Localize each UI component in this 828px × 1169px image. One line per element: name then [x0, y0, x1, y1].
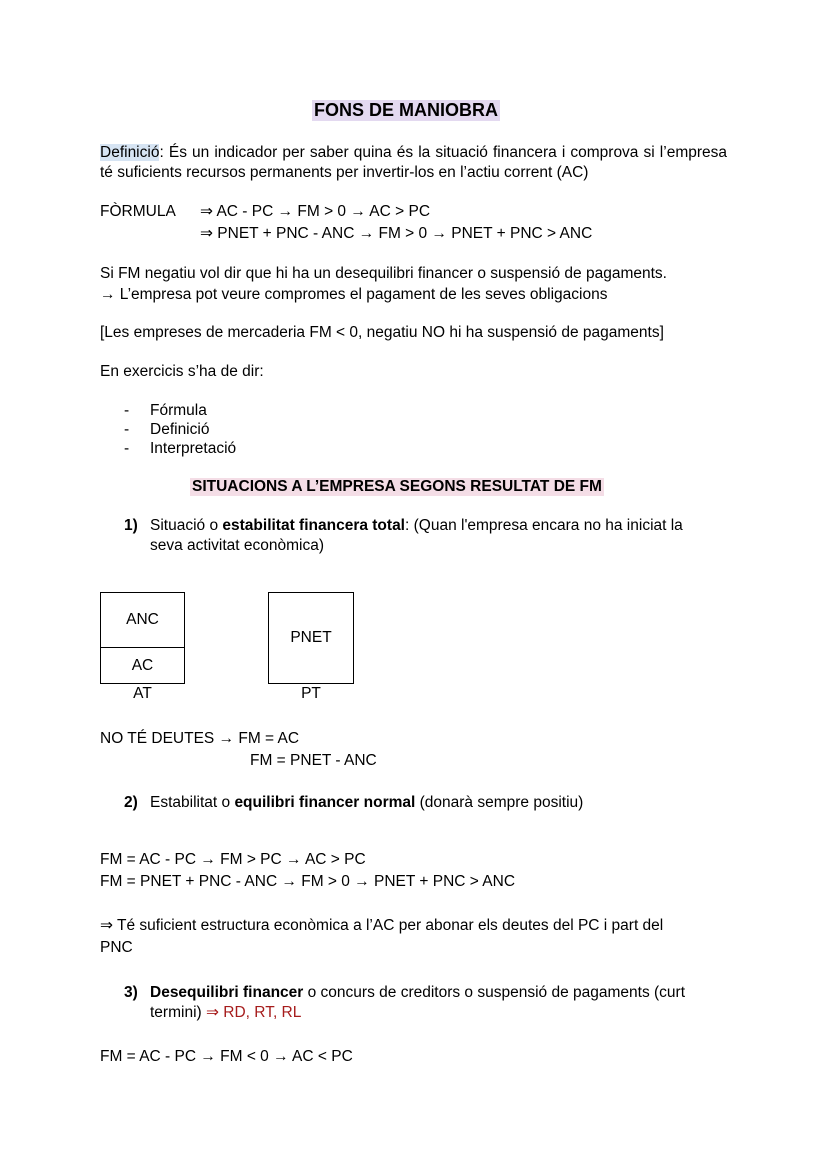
at-label: AT [133, 685, 152, 702]
situations-title: SITUACIONS A L’EMPRESA SEGONS RESULTAT DE FM [192, 478, 602, 495]
definition-text: : És un indicador per saber quina és la situació financera i comprova si l’empresa té suficients recursos permanents per invertir-los en l’actiu corrent (AC) [100, 144, 727, 181]
situation-3-number: 3) [124, 984, 138, 1001]
situation-1-line-2: seva activitat econòmica) [150, 537, 325, 554]
definition-label: Definició [100, 144, 160, 161]
pnet-cell: PNET [290, 629, 332, 646]
list-item-definition: Definició [150, 421, 210, 438]
formulas-2-line-2: FM = PNET + PNC - ANC → FM > 0 → PNET + PNC > ANC [100, 873, 516, 890]
situation-2-pre: Estabilitat o [150, 794, 235, 811]
situation-1-post: : (Quan l'empresa encara no ha iniciat la [405, 517, 683, 534]
situation-2-line [150, 793, 583, 813]
situation-3-line-2-pre: termini) [150, 1004, 206, 1021]
anc-cell: ANC [126, 610, 159, 628]
formula-label: FÒRMULA [100, 203, 176, 220]
ac-cell: AC [131, 657, 154, 674]
situation-3-bold: Desequilibri financer [150, 984, 304, 1001]
list-bullet: - [124, 440, 130, 457]
definition-paragraph [100, 143, 727, 183]
formula-line-2: ⇒ PNET + PNC - ANC → FM > 0 → PNET + PNC > ANC [200, 225, 593, 242]
situation-2-number: 2) [124, 794, 138, 811]
situation-2-post: (donarà sempre positiu) [415, 794, 584, 811]
pt-label: PT [301, 685, 321, 702]
situation-1-pre: Situació o [150, 517, 223, 534]
situation-1-number: 1) [124, 517, 138, 534]
list-item-interpretation: Interpretació [150, 440, 237, 457]
sufficient-line-2: PNC [100, 939, 133, 956]
situation-3-line-1 [150, 983, 685, 1003]
list-item-formula: Fórmula [150, 402, 207, 419]
formula-3: FM = AC - PC → FM < 0 → AC < PC [100, 1048, 353, 1065]
negative-line-2: → L’empresa pot veure compromes el pagament de les seves obligacions [100, 286, 608, 303]
formulas-2-line-1: FM = AC - PC → FM > PC → AC > PC [100, 851, 366, 868]
sufficient-line-1: ⇒ Té suficient estructura econòmica a l’AC per abonar els deutes del PC i part del [100, 917, 664, 934]
mercaderia-note: [Les empreses de mercaderia FM < 0, negatiu NO hi ha suspensió de pagaments] [100, 324, 664, 341]
no-debts-line-1: NO TÉ DEUTES → FM = AC [100, 730, 300, 747]
formula-line-1: ⇒ AC - PC → FM > 0 → AC > PC [200, 203, 431, 220]
page-title: FONS DE MANIOBRA [314, 100, 498, 120]
situation-3-ratios: ⇒ RD, RT, RL [205, 1004, 302, 1021]
situation-3-post: o concurs de creditors o suspensió de pagaments (curt [303, 984, 686, 1001]
no-debts-line-2: FM = PNET - ANC [250, 752, 377, 769]
negative-line-1: Si FM negatiu vol dir que hi ha un desequilibri financer o suspensió de pagaments. [100, 265, 667, 282]
exercises-intro: En exercicis s’ha de dir: [100, 363, 264, 380]
list-bullet: - [124, 421, 130, 438]
situation-1-bold: estabilitat financera total [222, 517, 405, 534]
situation-2-bold: equilibri financer normal [234, 794, 416, 811]
list-bullet: - [124, 402, 130, 419]
situation-1-line-1 [150, 516, 683, 536]
situation-3-line-2 [150, 1003, 301, 1023]
